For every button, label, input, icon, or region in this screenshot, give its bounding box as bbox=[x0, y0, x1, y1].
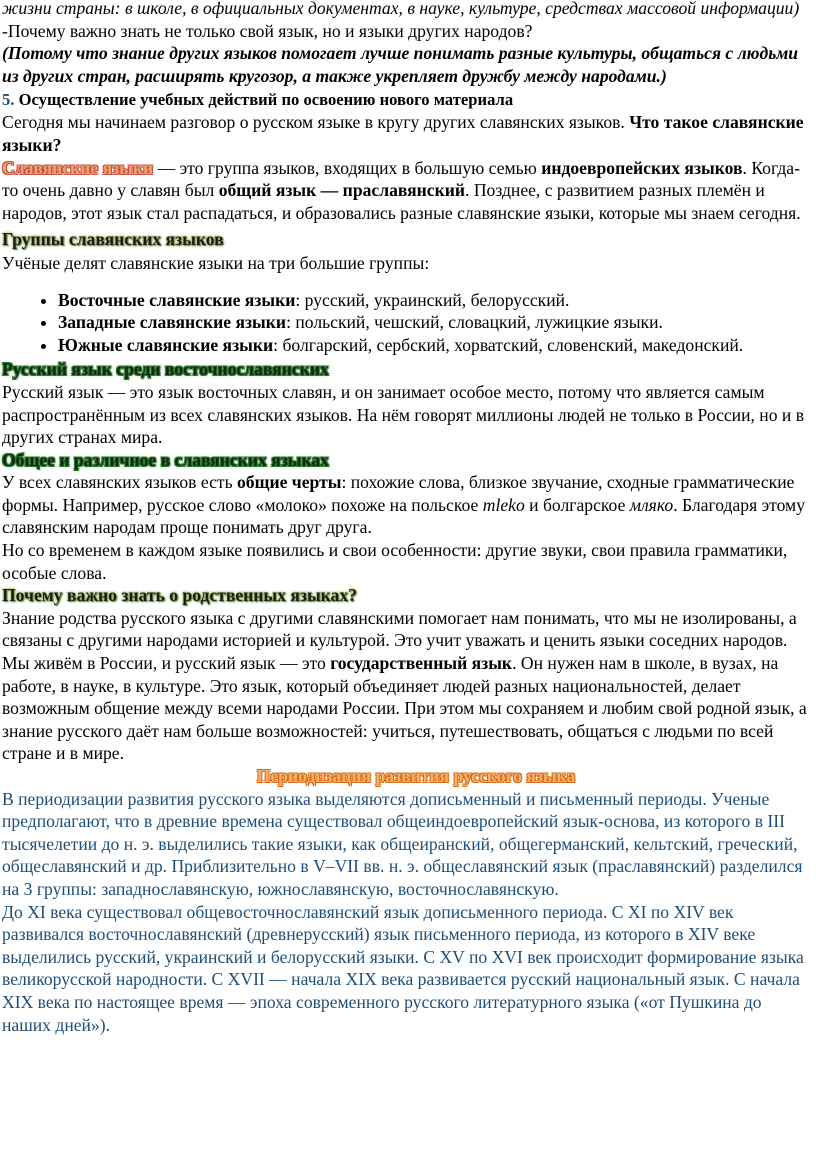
answer-other-languages: (Потому что знание других языков помогает лучше понимать разные культуры, общаться с людьми из других стран, расширять кругозор, а также укрепляет дружбу между народами.) bbox=[2, 43, 799, 86]
list-item bbox=[58, 334, 810, 357]
list-item bbox=[58, 311, 810, 334]
why-text-2: . Он нужен нам в школе, в вузах, на работе, в науке, в культуре. Это язык, который объединяет людей разных национальностей, делает возможным общение между всеми народами России. При этом мы сохраняем и любим свой родной язык, а знание русского даёт нам больше возможностей: учиться, путешествовать, общаться с людьми по всей стране и в мире. bbox=[2, 653, 807, 764]
common-heading: Общее и различное в славянских языках bbox=[2, 449, 329, 470]
groups-intro: Учёные делят славянские языки на три большие группы: bbox=[2, 252, 430, 273]
proto-slavic-bold: общий язык — праславянский bbox=[218, 180, 466, 201]
common-paragraph-2: Но со временем в каждом языке появились и свои особенности: другие звуки, свои правила грамматики, особые слова. bbox=[2, 540, 788, 583]
intro-italic-text: жизни страны: в школе, в официальных документах, в науке, культуре, средствах массовой информации) bbox=[2, 0, 800, 18]
section-5-heading bbox=[2, 89, 810, 111]
section-5-title: Осуществление учебных действий по освоению нового материала bbox=[14, 90, 514, 110]
common-features-bold: общие черты bbox=[237, 472, 342, 493]
indo-european-bold: индоевропейских языков bbox=[541, 157, 743, 178]
group-languages: : русский, украинский, белорусский. bbox=[295, 289, 570, 310]
why-paragraph-1: Знание родства русского языка с другими славянскими помогает нам понимать, что мы не изолированы, а связаны с другими народами историей и культурой. Это учит уважать и ценить языки соседних народов. bbox=[2, 607, 797, 651]
section-5-number: 5. bbox=[2, 90, 15, 110]
common-paragraph-1 bbox=[2, 471, 810, 539]
why-heading: Почему важно знать о родственных языках? bbox=[2, 585, 357, 606]
common-text-2: : похожие слова, близкое звучание, сходные грамматические формы. Например, русское слово «молоко» похоже на польское bbox=[2, 472, 795, 515]
why-paragraph-2 bbox=[2, 652, 810, 765]
slavic-languages-term: Славянские языки bbox=[2, 157, 154, 178]
why-text-1: Мы живём в России, и русский язык — это bbox=[2, 653, 331, 674]
common-text-4: . Благодаря этому славянским народам проще понимать друг друга. bbox=[2, 494, 805, 538]
paragraph-slavic-languages bbox=[2, 157, 810, 225]
today-question: Что такое славянские языки? bbox=[2, 112, 804, 155]
common-text-1: У всех славянских языков есть bbox=[2, 472, 237, 493]
group-languages: : польский, чешский, словацкий, лужицкие языки. bbox=[286, 312, 663, 333]
list-item bbox=[58, 289, 810, 312]
group-languages: : болгарский, сербский, хорватский, словенский, македонский. bbox=[273, 334, 744, 355]
groups-heading: Группы славянских языков bbox=[2, 229, 224, 250]
slavic-text-2: . Когда-то очень давно у славян был bbox=[2, 157, 800, 201]
polish-word: mleko bbox=[482, 494, 525, 515]
question-other-languages: -Почему важно знать не только свой язык, но и языки других народов? bbox=[2, 20, 533, 41]
russian-paragraph: Русский язык — это язык восточных славян, и он занимает особое место, потому что является самым распространённым из всех славянских языков. На нём говорят миллионы людей не только в России, но и в других странах мира. bbox=[2, 381, 805, 448]
periodization-paragraph-1: В периодизации развития русского языка выделяются дописьменный и письменный периоды. Ученые предполагают, что в древние времена существовал общеиндоевропейский язык-основа, из которого в III тысячелетии до н. э. выделились такие языки, как общеиранский, общегерманский, кельтский, греческий, общеславянский и др. Приблизительно в V–VII вв. н. э. общеславянский язык (праславянский) разделился на 3 группы: западнославянскую, южнославянскую, восточнославянскую. bbox=[2, 788, 803, 899]
common-text-3: и болгарское bbox=[524, 494, 630, 515]
russian-heading: Русский язык среди восточнославянских bbox=[2, 359, 329, 380]
today-text: Сегодня мы начинаем разговор о русском языке в кругу других славянских языков. bbox=[2, 112, 630, 133]
slavic-text-1: — это группа языков, входящих в большую семью bbox=[153, 157, 542, 178]
slavic-text-3: . Позднее, с развитием разных племён и народов, этот язык стал распадаться, и образовались разные славянские языки, которые мы знаем сегодня. bbox=[2, 180, 801, 223]
periodization-title: Периодизация развития русского языка bbox=[256, 766, 576, 786]
group-name: Южные славянские языки bbox=[58, 334, 274, 355]
groups-list bbox=[2, 289, 810, 357]
paragraph-today bbox=[2, 111, 810, 156]
state-language-bold: государственный язык bbox=[330, 653, 513, 674]
periodization-paragraph-2: До XI века существовал общевосточнославянский язык дописьменного периода. С XI по XIV век развивался восточнославянский (древнерусский) язык письменного периода, из которого в XIV веке выделились русский, украинский и белорусский языки. С XV по XVI век происходит формирование языка великорусской народности. С XVII — начала XIX века развивается русский национальный язык. С начала XIX века по настоящее время — эпоха современного русского литературного языка («от Пушкина до наших дней»). bbox=[2, 901, 804, 1035]
group-name: Восточные славянские языки bbox=[58, 289, 296, 310]
bulgarian-word: мляко bbox=[629, 494, 674, 515]
document-page bbox=[2, 0, 810, 1036]
group-name: Западные славянские языки bbox=[58, 312, 287, 333]
